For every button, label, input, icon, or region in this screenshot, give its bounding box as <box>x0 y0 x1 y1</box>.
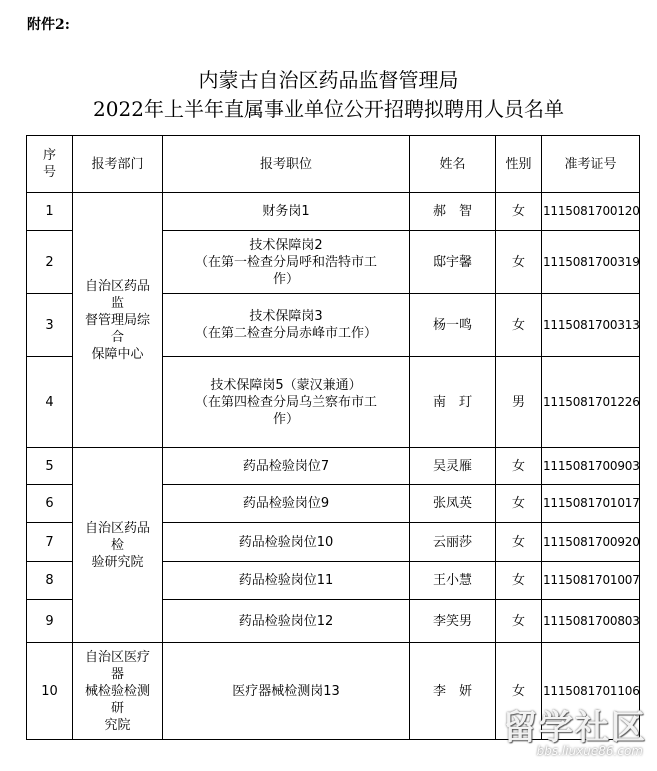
department-cell: 自治区医疗器 械检验检测研 究院 <box>73 643 163 740</box>
header-gender: 性别 <box>496 136 542 193</box>
exam-id-cell: 1115081700920 <box>542 523 640 562</box>
watermark-url: bbs.liuxue86.com <box>536 744 643 758</box>
gender-cell: 女 <box>496 448 542 485</box>
position-cell: 技术保障岗2 （在第一检查分局呼和浩特市工 作） <box>163 231 410 294</box>
seq-cell: 4 <box>27 357 73 448</box>
exam-id-cell: 1115081701106 <box>542 643 640 740</box>
document-title: 内蒙古自治区药品监督管理局 <box>198 68 459 92</box>
exam-id-cell: 1115081700803 <box>542 600 640 643</box>
name-cell: 李笑男 <box>410 600 496 643</box>
table-row <box>27 448 640 485</box>
seq-cell: 6 <box>27 485 73 523</box>
site-watermark <box>488 700 657 771</box>
name-cell: 李 妍 <box>410 643 496 740</box>
header-name: 姓名 <box>410 136 496 193</box>
seq-cell: 8 <box>27 562 73 600</box>
seq-cell: 9 <box>27 600 73 643</box>
exam-id-cell: 1115081700313 <box>542 294 640 357</box>
attachment-label: 附件2: <box>27 17 70 33</box>
header-seq: 序 号 <box>27 136 73 193</box>
exam-id-cell: 1115081701017 <box>542 485 640 523</box>
gender-cell: 女 <box>496 600 542 643</box>
name-cell: 吴灵雁 <box>410 448 496 485</box>
seq-cell: 3 <box>27 294 73 357</box>
name-cell: 张凤英 <box>410 485 496 523</box>
department-cell: 自治区药品检 验研究院 <box>73 448 163 643</box>
table-row <box>27 193 640 231</box>
name-cell: 南 玎 <box>410 357 496 448</box>
name-cell: 邸宇馨 <box>410 231 496 294</box>
exam-id-cell: 1115081700319 <box>542 231 640 294</box>
seq-cell: 5 <box>27 448 73 485</box>
exam-id-cell: 1115081701007 <box>542 562 640 600</box>
position-cell: 财务岗1 <box>163 193 410 231</box>
table-header-row <box>27 136 640 193</box>
seq-cell: 7 <box>27 523 73 562</box>
position-cell: 医疗器械检测岗13 <box>163 643 410 740</box>
seq-cell: 1 <box>27 193 73 231</box>
header-dept: 报考部门 <box>73 136 163 193</box>
hiring-table <box>26 135 640 740</box>
position-cell: 技术保障岗5（蒙汉兼通） （在第四检查分局乌兰察布市工 作） <box>163 357 410 448</box>
gender-cell: 女 <box>496 523 542 562</box>
position-cell: 药品检验岗位7 <box>163 448 410 485</box>
header-exam-id: 准考证号 <box>542 136 640 193</box>
document-subtitle: 2022年上半年直属事业单位公开招聘拟聘用人员名单 <box>93 97 564 121</box>
watermark-logo-text: 留学社区 <box>503 708 647 748</box>
header-position: 报考职位 <box>163 136 410 193</box>
position-cell: 药品检验岗位9 <box>163 485 410 523</box>
department-cell: 自治区药品监 督管理局综合 保障中心 <box>73 193 163 448</box>
exam-id-cell: 1115081701226 <box>542 357 640 448</box>
name-cell: 王小慧 <box>410 562 496 600</box>
gender-cell: 女 <box>496 231 542 294</box>
gender-cell: 女 <box>496 562 542 600</box>
position-cell: 技术保障岗3 （在第二检查分局赤峰市工作） <box>163 294 410 357</box>
exam-id-cell: 1115081700903 <box>542 448 640 485</box>
position-cell: 药品检验岗位12 <box>163 600 410 643</box>
name-cell: 杨一鸣 <box>410 294 496 357</box>
gender-cell: 女 <box>496 294 542 357</box>
seq-cell: 2 <box>27 231 73 294</box>
gender-cell: 女 <box>496 193 542 231</box>
gender-cell: 女 <box>496 643 542 740</box>
exam-id-cell: 1115081700120 <box>542 193 640 231</box>
seq-cell: 10 <box>27 643 73 740</box>
gender-cell: 男 <box>496 357 542 448</box>
name-cell: 云丽莎 <box>410 523 496 562</box>
position-cell: 药品检验岗位11 <box>163 562 410 600</box>
gender-cell: 女 <box>496 485 542 523</box>
name-cell: 郝 智 <box>410 193 496 231</box>
position-cell: 药品检验岗位10 <box>163 523 410 562</box>
